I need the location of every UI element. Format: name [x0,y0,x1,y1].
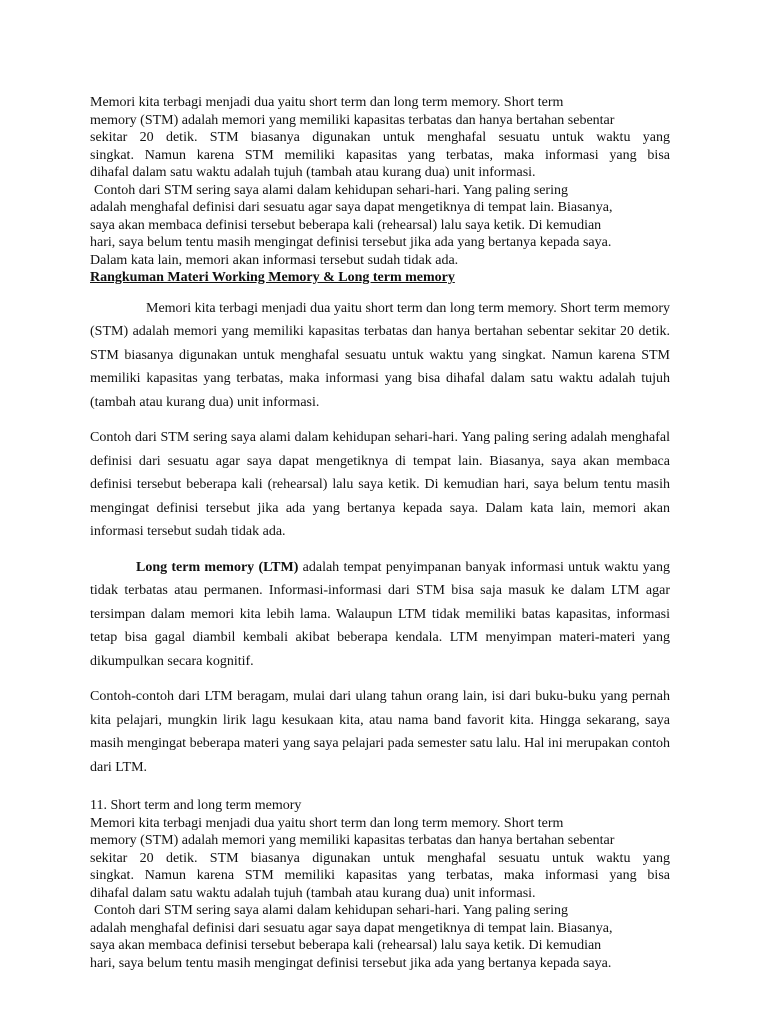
numbered-section [90,797,670,972]
text-line: memory (STM) adalah memori yang memiliki kapasitas terbatas dan hanya bertahan sebentar [90,833,615,848]
paragraph-stm: Memori kita terbagi menjadi dua yaitu short term dan long term memory. Short term memory (STM) adalah memori yang memiliki kapasitas terbatas dan hanya bertahan sebentar sekitar 20 detik. STM biasanya digunakan untuk menghafal sesuatu untuk waktu yang singkat. Namun karena STM memiliki kapasitas yang terbatas, maka informasi yang bisa dihafal dalam satu waktu adalah tujuh (tambah atau kurang dua) unit informasi. [90,300,670,410]
text-line: dihafal dalam satu waktu adalah tujuh (tambah atau kurang dua) unit informasi. [90,885,536,901]
text-line: sekitar 20 detik. STM biasanya digunakan untuk menghafal sesuatu untuk waktu yang [90,850,670,866]
text-line: Memori kita terbagi menjadi dua yaitu short term dan long term memory. Short term [90,815,564,831]
text-line: saya akan membaca definisi tersebut beberapa kali (rehearsal) lalu saya ketik. Di kemudian [90,938,602,953]
paragraph-stm-example: Contoh dari STM sering saya alami dalam kehidupan sehari-hari. Yang paling sering adalah menghafal definisi dari sesuatu agar saya dapat mengetiknya di tempat lain. Biasanya, saya akan membaca definisi tersebut beberapa kali (rehearsal) lalu saya ketik. Di kemudian hari, saya belum tentu masih mengingat definisi tersebut jika ada yang bertanya kepada saya. Dalam kata lain, memori akan informasi tersebut sudah tidak ada. [90,430,670,539]
text-line: adalah menghafal definisi dari sesuatu agar saya dapat mengetiknya di tempat lain. Biasanya, [90,200,613,215]
text-line: singkat. Namun karena STM memiliki kapasitas yang terbatas, maka informasi yang bisa [90,868,670,883]
text-line: Contoh dari STM sering saya alami dalam kehidupan sehari-hari. Yang paling sering [94,182,568,198]
text-line: dihafal dalam satu waktu adalah tujuh (tambah atau kurang dua) unit informasi. [90,165,536,180]
text-line: hari, saya belum tentu masih mengingat definisi tersebut jika ada yang bertanya kepada saya. [90,235,612,250]
text-line: saya akan membaca definisi tersebut beberapa kali (rehearsal) lalu saya ketik. Di kemudian [90,217,602,233]
intro-section [90,94,670,269]
text-line: sekitar 20 detik. STM biasanya digunakan untuk menghafal sesuatu untuk waktu yang [90,130,670,145]
text-line: Memori kita terbagi menjadi dua yaitu short term dan long term memory. Short term [90,95,564,110]
text-line: memory (STM) adalah memori yang memiliki kapasitas terbatas dan hanya bertahan sebentar [90,112,615,128]
paragraph-ltm-example: Contoh-contoh dari LTM beragam, mulai dari ulang tahun orang lain, isi dari buku-buku yang pernah kita pelajari, mungkin lirik lagu kesukaan kita, atau nama band favorit kita. Hingga sekarang, saya masih mengingat beberapa materi yang saya pelajari pada semester satu lalu. Hal ini merupakan contoh dari LTM. [90,689,670,775]
ltm-term: Long term memory (LTM) [136,559,299,575]
section-number-title: 11. Short term and long term memory [90,798,302,813]
summary-section [90,297,670,780]
section-heading: Rangkuman Materi Working Memory & Long term memory [90,270,455,285]
document-page [90,94,670,972]
text-line: hari, saya belum tentu masih mengingat definisi tersebut jika ada yang bertanya kepada saya. [90,955,612,971]
text-line: Contoh dari STM sering saya alami dalam kehidupan sehari-hari. Yang paling sering [94,903,568,918]
text-line: singkat. Namun karena STM memiliki kapasitas yang terbatas, maka informasi yang bisa [90,147,670,163]
text-line: adalah menghafal definisi dari sesuatu agar saya dapat mengetiknya di tempat lain. Biasanya, [90,920,613,936]
ltm-definition: adalah tempat penyimpanan banyak informasi untuk waktu yang tidak terbatas atau permanen. Informasi-informasi dari STM bisa saja masuk ke dalam LTM agar tersimpan dalam memori kita lebih lama. Walaupun LTM tidak memiliki batas kapasitas, informasi tetap bisa gagal diambil kembali akibat beberapa kendala. LTM menyimpan materi-materi yang dikumpulkan secara kognitif. [90,559,670,669]
text-line: Dalam kata lain, memori akan informasi tersebut sudah tidak ada. [90,252,459,268]
paragraph-ltm [90,556,670,674]
